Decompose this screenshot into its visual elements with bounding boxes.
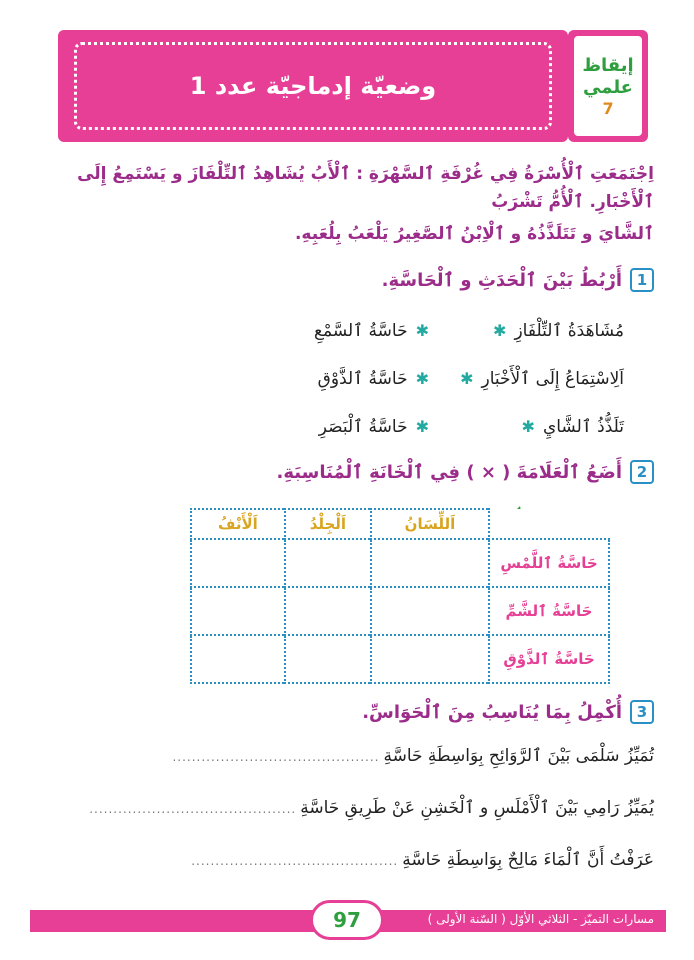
page-title: وضعيّة إدماجيّة عدد 1 [189,72,437,100]
column-header: اَلْأَنْفُ [191,509,285,539]
subject-badge [568,30,648,142]
table-row [191,587,609,635]
answer-cell[interactable] [371,587,489,635]
sentence-text: تُمَيِّزُ سَلْمَى بَيْنَ ٱلرَّوَائِحِ بِوَاسِطَةِ حَاسَّةِ [383,746,654,766]
question-1-instruction: أَرْبُطُ بَيْنَ ٱلْحَدَثِ و ٱلْحَاسَّةِ. [381,269,622,291]
question-1-heading [382,268,654,292]
sentence-text: عَرَفْتُ أَنَّ ٱلْمَاءَ مَالِحٌ بِوَاسِطَةِ حَاسَّةِ [402,850,654,870]
column-header: اَلْجِلْدُ [285,509,371,539]
row-header: حَاسَّةُ ٱللَّمْسِ [489,539,609,587]
sense-item[interactable] [279,354,429,402]
answer-blank[interactable]: ........................................... [89,802,297,816]
question-3-number: 3 [630,700,654,724]
star-bullet-icon[interactable]: ✱ [415,368,429,388]
fill-in-sentence [34,849,654,870]
question-1-number: 1 [630,268,654,292]
page-footer [30,900,666,940]
answer-cell[interactable] [371,635,489,683]
sense-item[interactable] [279,306,429,354]
senses-column [279,306,429,450]
table-row [191,539,609,587]
sentence-text: يُمَيِّزُ رَامِي بَيْنَ ٱلْأَمْلَسِ و ٱلْخَشِنِ عَنْ طَرِيقِ حَاسَّةِ [300,798,654,818]
answer-cell[interactable] [371,539,489,587]
page-header [58,30,648,142]
intro-line-2: ٱلشَّايَ و تَتَلَذَّذُهُ و ٱلْاِبْنُ ٱلصَّغِيرُ يَلْعَبُ بِلُعَبِهِ. [294,224,654,244]
table-corner [489,509,609,539]
row-header: حَاسَّةُ ٱلشَّمِّ [489,587,609,635]
subject-number: 7 [602,98,614,118]
answer-cell[interactable] [191,587,285,635]
star-bullet-icon[interactable]: ✱ [415,320,429,340]
answer-cell[interactable] [191,635,285,683]
sense-label: حَاسَّةُ ٱلسَّمْعِ [313,320,408,341]
senses-table [190,508,610,684]
intro-line-1: اِجْتَمَعَتِ ٱلْأُسْرَةُ فِي غُرْفَةِ ٱلسَّهْرَةِ : ٱلْأَبُ يُشَاهِدُ ٱلتِّلْفَازَ و يَسْتَمِعُ إِلَى ٱلْأَخْبَارِ. ٱلْأُمُّ تَشْرَبُ [77,164,654,212]
page-number: 97 [310,900,384,940]
table-header-row [191,509,609,539]
question-3-instruction: أُكْمِلُ بِمَا يُنَاسِبُ مِنَ ٱلْحَوَاسِّ. [362,701,622,723]
event-item[interactable] [434,402,624,450]
question-3-heading [362,700,654,724]
subject-label-line1: إيقاظ [582,54,634,76]
sense-label: حَاسَّةُ ٱلْبَصَرِ [318,416,408,437]
column-header: اَللِّسَانُ [371,509,489,539]
star-bullet-icon[interactable]: ✱ [460,368,474,388]
event-item[interactable] [434,354,624,402]
answer-cell[interactable] [285,539,371,587]
row-header: حَاسَّةُ ٱلذَّوْقِ [489,635,609,683]
event-label: تَلَذُّذُ ٱلشَّايِ [542,416,624,437]
footer-text: مسارات التميّز - الثلاثي الأوّل ( السّنة الأولى ) [427,912,654,926]
question-2-heading [277,460,654,484]
star-bullet-icon[interactable]: ✱ [493,320,507,340]
event-label: اَلِاسْتِمَاعُ إِلَى ٱلْأَخْبَارِ [481,368,624,389]
table-row [191,635,609,683]
sense-item[interactable] [279,402,429,450]
question-2-instruction: أَضَعُ ٱلْعَلَامَةَ ( × ) فِي ٱلْخَانَةِ ٱلْمُنَاسِبَةِ. [276,461,622,483]
answer-blank[interactable]: ........................................... [191,854,399,868]
answer-cell[interactable] [285,587,371,635]
answer-cell[interactable] [191,539,285,587]
subject-badge-inner [574,36,642,136]
question-2-number: 2 [630,460,654,484]
events-column [434,306,624,450]
answer-cell[interactable] [285,635,371,683]
fill-in-sentence [34,797,654,818]
title-banner [58,30,568,142]
answer-blank[interactable]: ........................................... [172,750,380,764]
title-frame [74,42,552,130]
sense-label: حَاسَّةُ ٱلذَّوْقِ [317,368,408,389]
fill-in-sentence [34,745,654,766]
star-bullet-icon[interactable]: ✱ [521,416,535,436]
subject-label-line2: علمي [583,76,633,98]
star-bullet-icon[interactable]: ✱ [415,416,429,436]
event-item[interactable] [434,306,624,354]
event-label: مُشَاهَدَةُ ٱلتِّلْفَازِ [514,320,624,341]
